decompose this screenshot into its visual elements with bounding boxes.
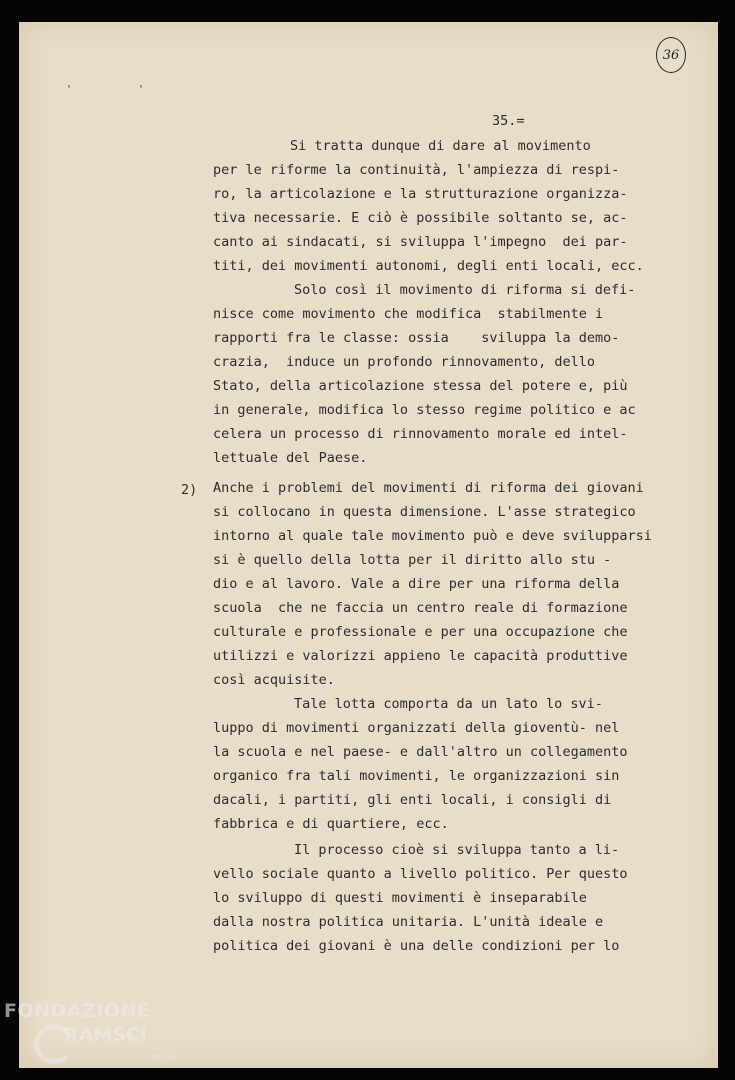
text-line: Il processo cioè si sviluppa tanto a li- (294, 842, 620, 858)
text-line: Anche i problemi del movimenti di riforma dei giovani (213, 480, 644, 496)
text-line: Si tratta dunque di dare al movimento (290, 138, 591, 154)
text-line: la scuola e nel paese- e dall'altro un collegamento (213, 744, 628, 760)
item-marker: 2) (181, 482, 198, 498)
text-line: Tale lotta comporta da un lato lo svi- (294, 696, 603, 712)
watermark-line1: FONDAZIONE (4, 1000, 151, 1022)
text-line: culturale e professionale e per una occupazione che (213, 624, 628, 640)
text-line: lettuale del Paese. (213, 450, 368, 466)
text-line: organico fra tali movimenti, le organizzazioni sin (213, 768, 620, 784)
text-line: intorno al quale tale movimento può e deve svilupparsi (213, 528, 652, 544)
text-line: si collocano in questa dimensione. L'asse strategico (213, 504, 636, 520)
margin-marks: ' ' (66, 84, 175, 95)
text-line: Solo così il movimento di riforma si defi- (294, 282, 636, 298)
text-line: dacali, i partiti, gli enti locali, i consigli di (213, 792, 612, 808)
text-line: nisce come movimento che modifica stabilmente i (213, 306, 604, 322)
text-line: ro, la articolazione e la strutturazione organizza- (213, 186, 628, 202)
text-line: politica dei giovani è una delle condizioni per lo (213, 938, 620, 954)
text-line: dio e al lavoro. Vale a dire per una riforma della (213, 576, 620, 592)
text-line: titi, dei movimenti autonomi, degli enti locali, ecc. (213, 258, 644, 274)
text-line: canto ai sindacati, si sviluppa l'impegno dei par- (213, 234, 628, 250)
text-line: rapporti fra le classe: ossia sviluppa la demo- (213, 330, 620, 346)
text-line: crazia, induce un profondo rinnovamento, dello (213, 354, 596, 370)
text-line: tiva necessarie. E ciò è possibile soltanto se, ac- (213, 210, 628, 226)
text-line: celera un processo di rinnovamento morale ed intel- (213, 426, 628, 442)
text-line: si è quello della lotta per il diritto allo stu - (213, 552, 612, 568)
text-line: Stato, della articolazione stessa del potere e, più (213, 378, 628, 394)
watermark-sub: onlus (152, 1052, 177, 1062)
text-line: in generale, modifica lo stesso regime politico e ac (213, 402, 636, 418)
watermark-line2: RAMSCI (64, 1024, 147, 1046)
text-line: dalla nostra politica unitaria. L'unità ideale e (213, 914, 604, 930)
watermark-logo (4, 1000, 177, 1062)
text-line: scuola che ne faccia un centro reale di formazione (213, 600, 628, 616)
text-line: così acquisite. (213, 672, 335, 688)
text-line: lo sviluppo di questi movimenti è inseparabile (213, 890, 587, 906)
text-line: luppo di movimenti organizzati della gioventù- nel (213, 720, 620, 736)
text-line: per le riforme la continuità, l'ampiezza di respi- (213, 162, 620, 178)
text-line: fabbrica e di quartiere, ecc. (213, 816, 449, 832)
page-number: 35.= (492, 113, 525, 129)
archive-stamp: 36 (656, 37, 686, 73)
text-line: vello sociale quanto a livello politico. Per questo (213, 866, 628, 882)
text-line: utilizzi e valorizzi appieno le capacità produttive (213, 648, 628, 664)
